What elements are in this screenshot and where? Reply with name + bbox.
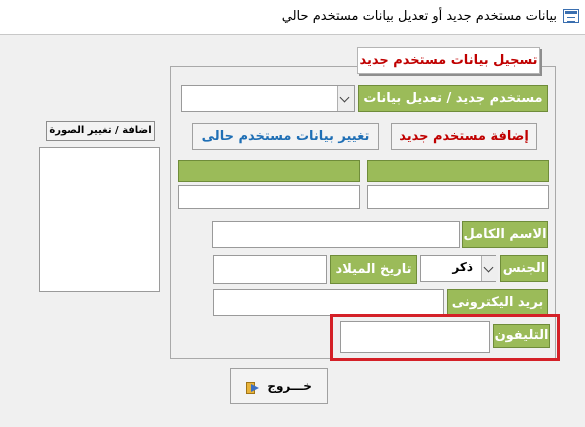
- full-name-label: الاسم الكامل: [462, 221, 548, 248]
- email-label: بريد اليكترونى: [447, 289, 548, 316]
- mode-label: مستخدم جديد / تعديل بيانات: [358, 85, 548, 112]
- birth-date-label: تاريخ الميلاد: [330, 255, 417, 284]
- birth-date-field[interactable]: [213, 255, 327, 284]
- exit-button[interactable]: [230, 368, 328, 404]
- photo-frame: [39, 147, 160, 292]
- exit-door-icon: [246, 381, 260, 393]
- gender-select[interactable]: [420, 255, 496, 282]
- gender-select-value: ذكر: [452, 260, 473, 274]
- top-right-header: [367, 160, 549, 182]
- email-field[interactable]: [213, 289, 444, 316]
- phone-highlight-box: [330, 314, 560, 361]
- chevron-down-icon[interactable]: [337, 86, 354, 111]
- full-name-field[interactable]: [212, 221, 460, 248]
- gender-label: الجنس: [500, 255, 548, 282]
- form-icon: [563, 9, 579, 23]
- change-photo-button[interactable]: اضافة / تغيير الصورة: [46, 121, 155, 141]
- chevron-down-icon[interactable]: [481, 256, 498, 281]
- form-header-title: تسجيل بيانات مستخدم جديد: [357, 47, 540, 74]
- edit-user-button[interactable]: تغيير بيانات مستخدم حالى: [192, 123, 379, 150]
- mode-select[interactable]: [181, 85, 355, 112]
- phone-label: التليفون: [493, 324, 550, 348]
- top-left-header: [178, 160, 360, 182]
- top-left-field[interactable]: [178, 185, 360, 209]
- exit-button-label: خـــروج: [267, 379, 312, 393]
- add-user-button[interactable]: إضافة مستخدم جديد: [391, 123, 537, 150]
- top-right-field[interactable]: [367, 185, 549, 209]
- window-title: بيانات مستخدم جديد أو تعديل بيانات مستخدم حالي: [281, 9, 557, 24]
